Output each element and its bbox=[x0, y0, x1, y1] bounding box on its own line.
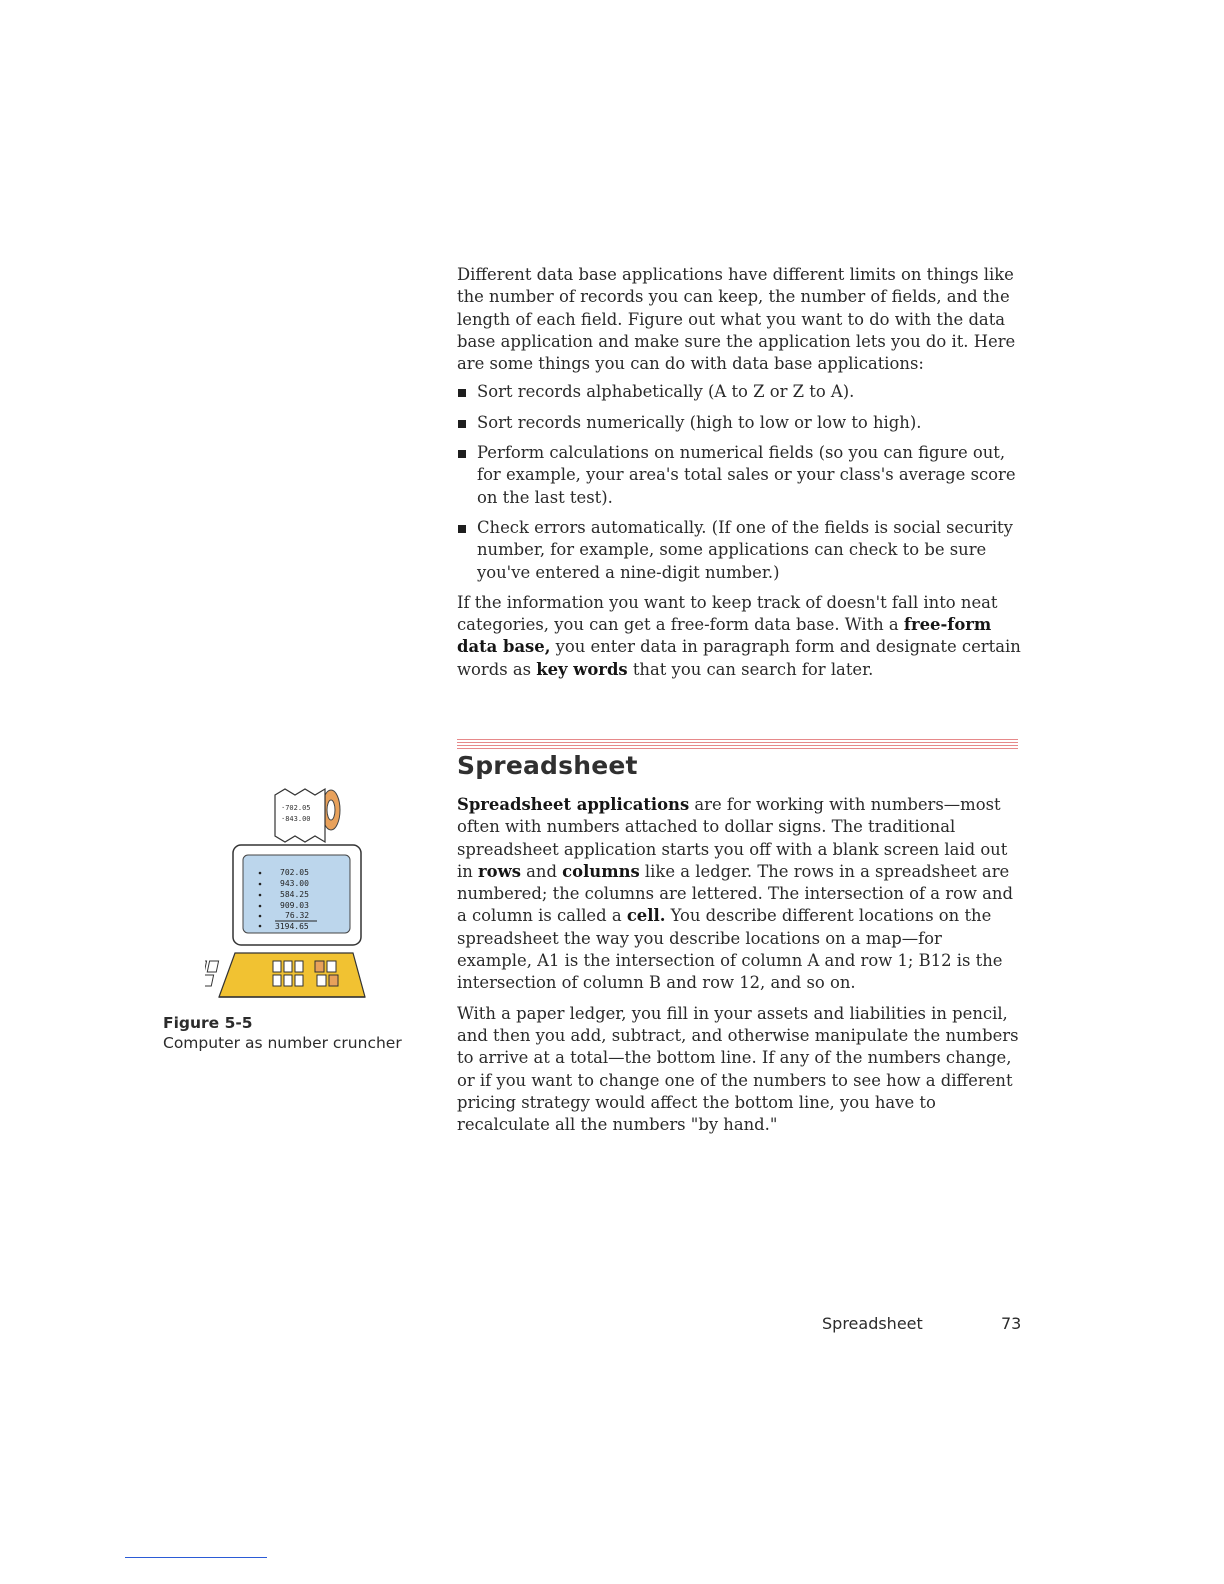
spreadsheet-paragraph-2: With a paper ledger, you fill in your assets and liabilities in pencil, and then you add, subtract, and otherwise manipulate the numbers to arrive at a total—the bottom line. If any of the numbers change, or if you want to change one of the numbers to see how a different pricing strategy would affect the bottom line, you have to recalculate all the numbers "by hand." bbox=[457, 1003, 1019, 1135]
text-run: If the information you want to keep track of doesn't fall into neat categories, you can get a free-form data base. With a bbox=[457, 592, 998, 635]
list-item: Sort records numerically (high to low or low to high). bbox=[457, 412, 1021, 434]
text-run: you enter data in paragraph form and designate certain words as bbox=[457, 637, 1021, 679]
term-spreadsheet-applications: Spreadsheet applications bbox=[457, 795, 690, 814]
figure-caption-text: Computer as number cruncher bbox=[163, 1034, 402, 1052]
intro-section bbox=[457, 264, 1021, 681]
section-divider bbox=[457, 739, 1018, 751]
spreadsheet-paragraph-1 bbox=[457, 794, 1021, 995]
figure-caption bbox=[163, 1013, 402, 1053]
list-item: Perform calculations on numerical fields (so you can figure out, for example, your area's total sales or your class's average score on the last test). bbox=[457, 442, 1021, 509]
screen-number: 909.03 bbox=[280, 901, 309, 910]
term-rows: rows bbox=[478, 861, 521, 881]
screen-number: 584.25 bbox=[280, 890, 309, 899]
figure-label: Figure 5-5 bbox=[163, 1014, 253, 1032]
term-free-form-data-base: free-form data base, bbox=[457, 615, 992, 657]
text-run: and bbox=[520, 861, 563, 881]
tape-number: ·843.00 bbox=[281, 815, 311, 823]
term-columns: columns bbox=[562, 861, 640, 881]
screen-number: 3194.65 bbox=[275, 922, 309, 931]
text-run: are for working with numbers—most often with numbers attached to dollar signs. The traditional spreadsheet application starts you off with a blank screen laid out in bbox=[457, 795, 1008, 881]
screen-number: 943.00 bbox=[280, 879, 309, 888]
list-item: Sort records alphabetically (A to Z or Z to A). bbox=[457, 381, 1021, 403]
running-footer-title: Spreadsheet bbox=[822, 1314, 923, 1333]
list-item: Check errors automatically. (If one of the fields is social security number, for example, some applications can check to be sure you've entered a nine-digit number.) bbox=[457, 517, 1021, 584]
text-run: like a ledger. The rows in a spreadsheet are numbered; the columns are lettered. The intersection of a row and a column is called a bbox=[457, 861, 1013, 926]
feature-list bbox=[457, 381, 1021, 583]
spreadsheet-section-body bbox=[457, 794, 1021, 1136]
text-run: that you can search for later. bbox=[627, 659, 874, 679]
bottom-divider-line bbox=[125, 1557, 267, 1558]
page-number: 73 bbox=[1001, 1314, 1022, 1333]
intro-paragraph: Different data base applications have different limits on things like the number of records you can keep, the number of fields, and the length of each field. Figure out what you want to do with the data base application and make sure the application lets you do it. Here are some things you can do with data base applications: bbox=[457, 265, 1016, 374]
figure-computer-illustration bbox=[205, 785, 375, 1000]
term-cell: cell. bbox=[626, 906, 666, 926]
tape-number: ·702.05 bbox=[281, 804, 311, 812]
screen-number: 702.05 bbox=[280, 868, 309, 877]
closing-paragraph bbox=[457, 592, 1021, 681]
section-heading: Spreadsheet bbox=[457, 751, 638, 780]
term-key-words: key words bbox=[536, 659, 628, 679]
text-run: You describe different locations on the spreadsheet the way you describe locations on a map—for example, A1 is the intersection of column A and row 1; B12 is the intersection of column B and row 12, and so on. bbox=[457, 906, 1003, 993]
computer-number-cruncher-icon bbox=[205, 785, 375, 1000]
screen-number: 76.32 bbox=[285, 911, 310, 920]
